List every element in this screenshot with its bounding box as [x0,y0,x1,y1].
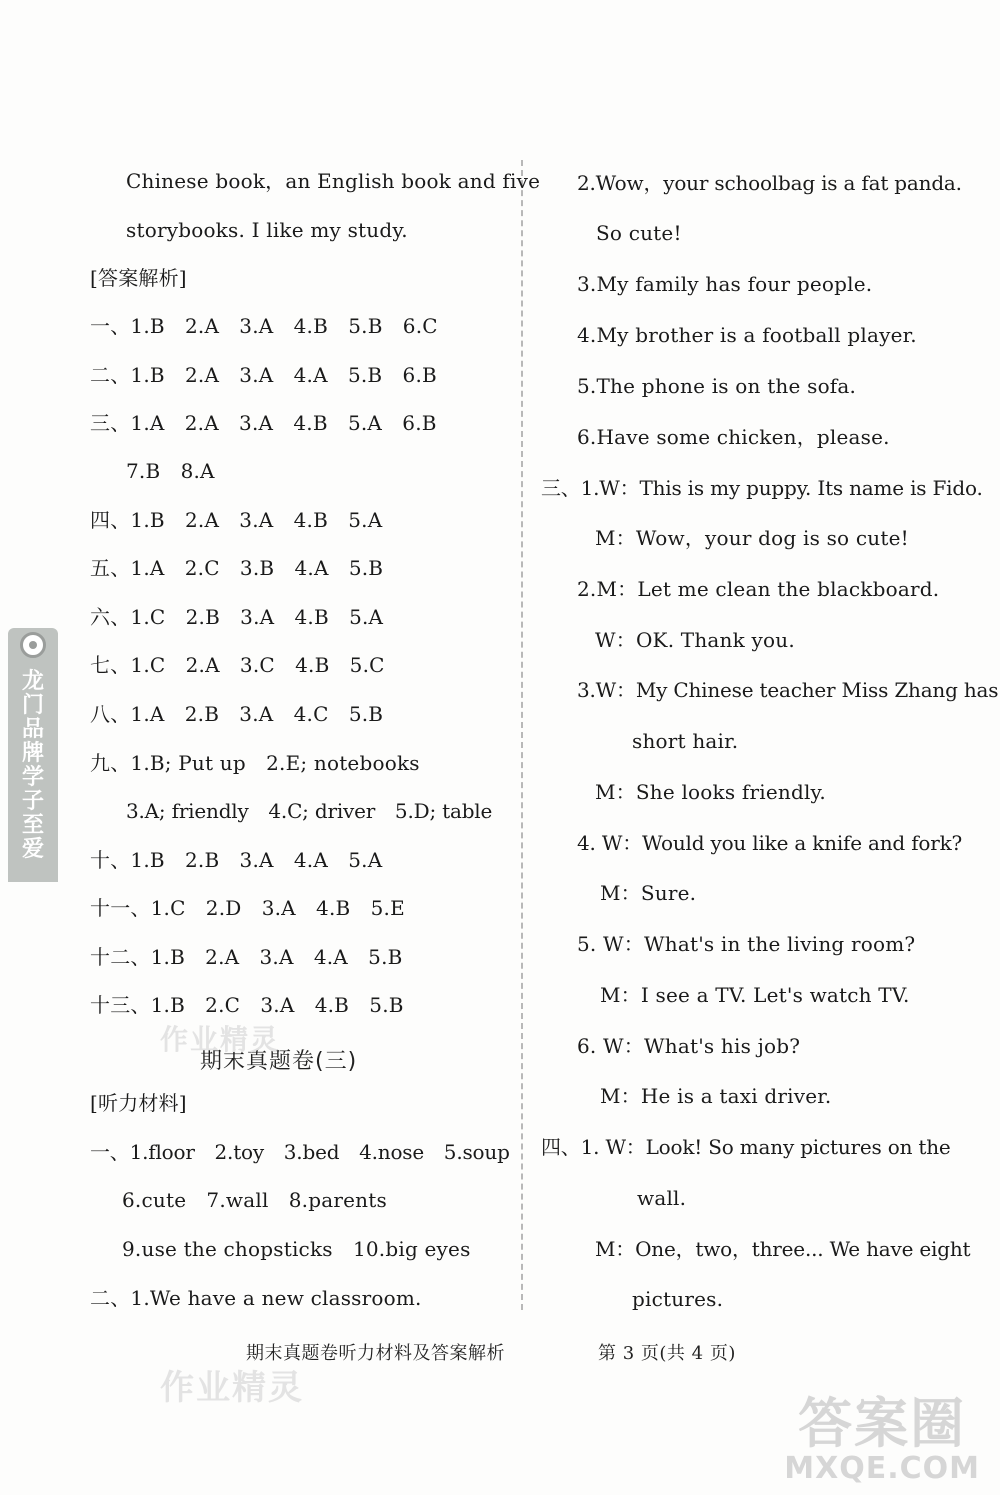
dialogue-line: W：OK. Thank you. [595,628,795,652]
side-tab-text: 龙门品牌 学子至爱 [21,669,44,862]
answer-row: 五、1.A 2.C 3.B 4.A 5.B [90,556,384,580]
answer-row: 一、1.B 2.A 3.A 4.B 5.B 6.C [90,314,438,338]
dialogue-line: M：I see a TV. Let's watch TV. [600,983,910,1007]
answer-row: 十、1.B 2.B 3.A 4.A 5.A [90,848,383,872]
text-line: 5.The phone is on the sofa. [577,374,857,398]
side-brand-tab [8,628,58,882]
footer-title: 期末真题卷听力材料及答案解析 [246,1343,505,1364]
dialogue-line: short hair. [632,729,739,753]
answer-row: 七、1.C 2.A 3.C 4.B 5.C [90,653,385,677]
answer-row: 3.A; friendly 4.C; driver 5.D; table [126,799,493,823]
text-line: 3.My family has four people. [577,272,873,296]
answer-row: 九、1.B; Put up 2.E; notebooks [90,751,420,775]
watermark-logo-url: MXQE.COM [784,1451,980,1486]
dialogue-line: 5. W：What's in the living room? [577,932,916,956]
section-title: 期末真题卷(三) [200,1049,358,1074]
footer-page-number: 第 3 页(共 4 页) [598,1343,736,1364]
section-header-listening: [听力材料] [90,1091,187,1115]
listening-row: 二、1.We have a new classroom. [90,1286,422,1310]
listening-row: 9.use the chopsticks 10.big eyes [122,1237,471,1261]
text-line: storybooks. I like my study. [126,218,408,242]
answer-row: 四、1.B 2.A 3.A 4.B 5.A [90,508,383,532]
dialogue-line: 三、1.W：This is my puppy. Its name is Fido. [541,476,983,500]
watermark-logo-title: 答案圈 [798,1392,967,1455]
text-line: 4.My brother is a football player. [577,323,917,347]
dialogue-line: M：Sure. [600,881,697,905]
listening-row: 6.cute 7.wall 8.parents [122,1188,387,1212]
dialogue-line: 4. W：Would you like a knife and fork? [577,831,963,855]
text-line: Chinese book，an English book and five [126,169,541,193]
answer-row: 十三、1.B 2.C 3.A 4.B 5.B [90,993,404,1017]
dialogue-line: M：One，two，three... We have eight [595,1237,971,1261]
answer-row: 六、1.C 2.B 3.A 4.B 5.A [90,605,384,629]
column-divider [521,160,523,1310]
answer-row: 三、1.A 2.A 3.A 4.B 5.A 6.B [90,411,437,435]
dialogue-line: 6. W：What's his job? [577,1034,801,1058]
circle-bullet-icon [20,632,46,658]
dialogue-line: M：He is a taxi driver. [600,1084,832,1108]
answer-row: 十二、1.B 2.A 3.A 4.A 5.B [90,945,403,969]
dialogue-line: 3.W：My Chinese teacher Miss Zhang has [577,678,999,702]
listening-row: 一、1.floor 2.toy 3.bed 4.nose 5.soup [90,1140,510,1164]
dialogue-line: pictures. [632,1287,724,1311]
answer-row: 二、1.B 2.A 3.A 4.A 5.B 6.B [90,363,437,387]
watermark-text: 作业精灵 [160,1368,304,1408]
text-line: 2.Wow，your schoolbag is a fat panda. [577,171,962,195]
answer-row: 7.B 8.A [126,459,215,483]
dialogue-line: wall. [637,1186,687,1210]
dialogue-line: M：Wow，your dog is so cute! [595,526,909,550]
answer-row: 十一、1.C 2.D 3.A 4.B 5.E [90,896,405,920]
dialogue-line: M：She looks friendly. [595,780,826,804]
text-line: 6.Have some chicken，please. [577,425,890,449]
watermark-text: 作业精灵 [160,1023,281,1056]
section-header-answers: [答案解析] [90,266,187,290]
watermark-logo [784,1392,980,1486]
dialogue-line: 2.M：Let me clean the blackboard. [577,577,940,601]
answer-row: 八、1.A 2.B 3.A 4.C 5.B [90,702,384,726]
text-line: So cute! [596,221,682,245]
dialogue-line: 四、1. W：Look! So many pictures on the [541,1135,951,1159]
